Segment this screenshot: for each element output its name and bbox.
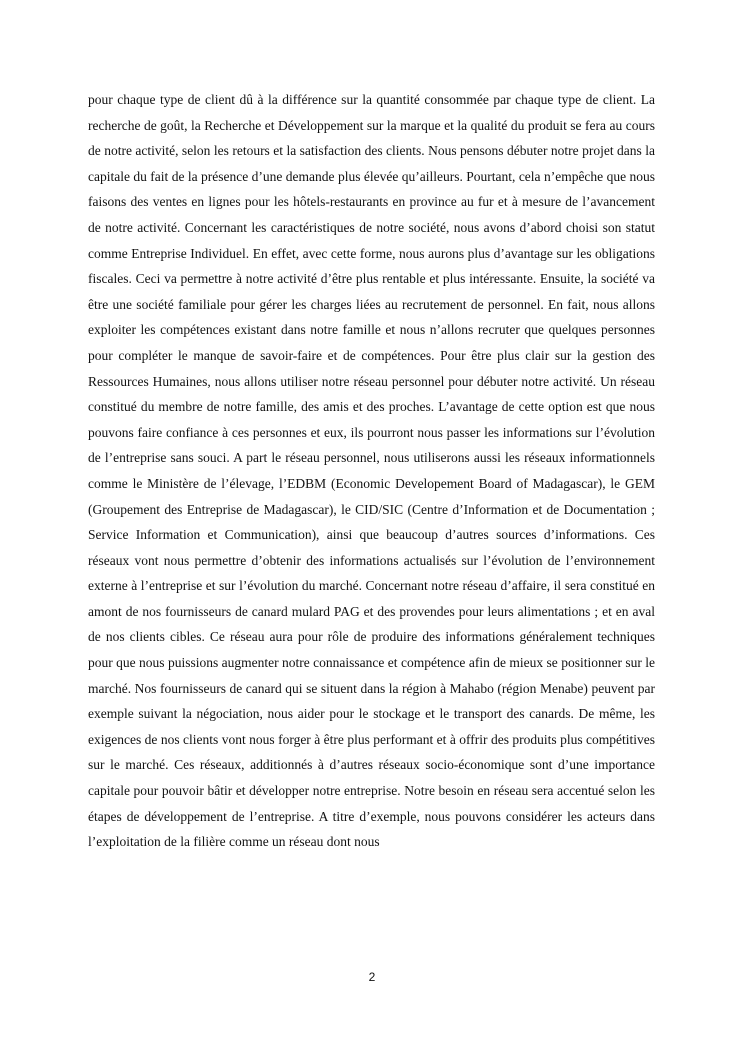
body-paragraph: pour chaque type de client dû à la différence sur la quantité consommée par chaque type de client. La recherche de goût, la Recherche et Développement sur la marque et la qualité du produit se fera au cours de notre activité, selon les retours et la satisfaction des clients. Nous pensons débuter notre projet dans la capitale du fait de la présence d’une demande plus élevée qu’ailleurs. Pourtant, cela n’empêche que nous faisons des ventes en lignes pour les hôtels-restaurants en province au fur et à mesure de l’avancement de notre activité. Concernant les caractéristiques de notre société, nous avons d’abord choisi son statut comme Entreprise Individuel. En effet, avec cette forme, nous aurons plus d’avantage sur les obligations fiscales. Ceci va permettre à notre activité d’être plus rentable et plus intéressante. Ensuite, la société va être une société familiale pour gérer les charges liées au recrutement de personnel. En fait, nous allons exploiter les compétences existant dans notre famille et nous n’allons recruter que quelques personnes pour compléter le manque de savoir-faire et de compétences. Pour être plus clair sur la gestion des Ressources Humaines, nous allons utiliser notre réseau personnel pour débuter notre activité. Un réseau constitué du membre de notre famille, des amis et des proches. L’avantage de cette option est que nous pouvons faire confiance à ces personnes et eux, ils pourront nous passer les informations sur l’évolution de l’entreprise sans souci. A part le réseau personnel, nous utiliserons aussi les réseaux informationnels comme le Ministère de l’élevage, l’EDBM (Economic Developement Board of Madagascar), le GEM (Groupement des Entreprise de Madagascar), le CID/SIC (Centre d’Information et de Documentation ; Service Information et Communication), ainsi que beaucoup d’autres sources d’informations. Ces réseaux vont nous permettre d’obtenir des informations actualisés sur l’évolution de l’environnement externe à l’entreprise et sur l’évolution du marché. Concernant notre réseau d’affaire, il sera constitué en amont de nos fournisseurs de canard mulard PAG et des provendes pour leurs alimentations ; et en aval de nos clients cibles. Ce réseau aura pour rôle de produire des informations généralement techniques pour que nous puissions augmenter notre connaissance et compétence afin de mieux se positionner sur le marché. Nos fournisseurs de canard qui se situent dans la région à Mahabo (région Menabe) peuvent par exemple suivant la négociation, nous aider pour le stockage et le transport des canards. De même, les exigences de nos clients vont nous forger à être plus performant et à offrir des produits plus compétitives sur le marché. Ces réseaux, additionnés à d’autres réseaux socio-économique sont d’une importance capitale pour pouvoir bâtir et développer notre entreprise. Notre besoin en réseau sera accentué selon les étapes de développement de l’entreprise. A titre d’exemple, nous pouvons considérer les acteurs dans l’exploitation de la filière comme un réseau dont nous <box>88 92 655 850</box>
page-number: 2 <box>368 970 376 984</box>
